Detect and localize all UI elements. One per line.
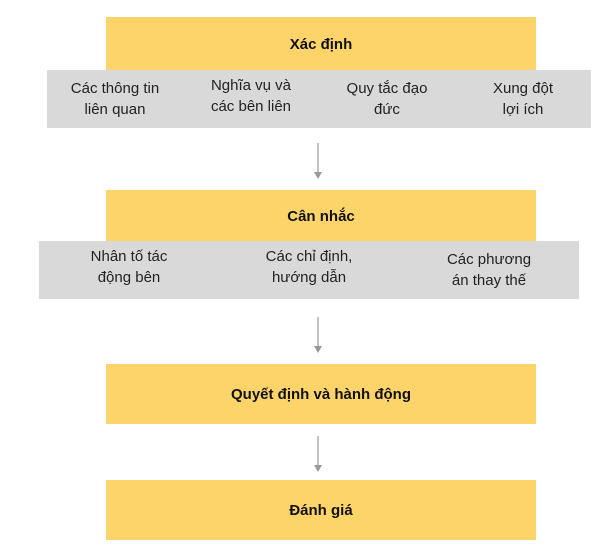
factor-line: án thay thế [451, 272, 527, 289]
factor-conflict-of-interest [455, 78, 591, 120]
stage-consider-factors [39, 241, 579, 299]
factor-relevant-information [47, 78, 183, 120]
factor-alternatives [399, 249, 579, 291]
stage-identify-label: Xác định [289, 35, 353, 53]
factor-line: Quy tắc đạo [346, 80, 428, 97]
factor-line: các bên liên [210, 98, 292, 115]
factor-line: Các thông tin [70, 80, 160, 97]
stage-decide-act-label: Quyết định và hành động [231, 385, 411, 403]
arrow-down-icon [318, 143, 319, 179]
factor-line: Các phương [446, 251, 532, 268]
factor-line: liên quan [84, 101, 146, 118]
stage-identify-factors [47, 70, 591, 128]
factor-line: lợi ích [502, 101, 544, 118]
factor-external-factors [39, 246, 219, 288]
factor-ethical-rules [319, 78, 455, 120]
factor-line: đức [374, 101, 400, 118]
stage-identify [106, 17, 536, 71]
stage-consider-label: Cân nhắc [287, 207, 355, 225]
factor-line: Xung đột [492, 80, 554, 97]
factor-line: Nghĩa vụ và [210, 77, 292, 94]
factor-guidelines [219, 246, 399, 288]
stage-evaluate [106, 480, 536, 540]
arrow-down-icon [318, 436, 319, 472]
factor-line: hướng dẫn [271, 269, 347, 286]
factor-line: Nhân tố tác [90, 248, 168, 265]
factor-line: động bên [97, 269, 161, 286]
stage-evaluate-label: Đánh giá [289, 501, 353, 519]
factor-obligations-stakeholders [183, 75, 319, 117]
stage-consider [106, 190, 536, 242]
stage-decide-act [106, 364, 536, 424]
factor-line: Các chỉ định, [265, 248, 353, 265]
arrow-down-icon [318, 317, 319, 353]
